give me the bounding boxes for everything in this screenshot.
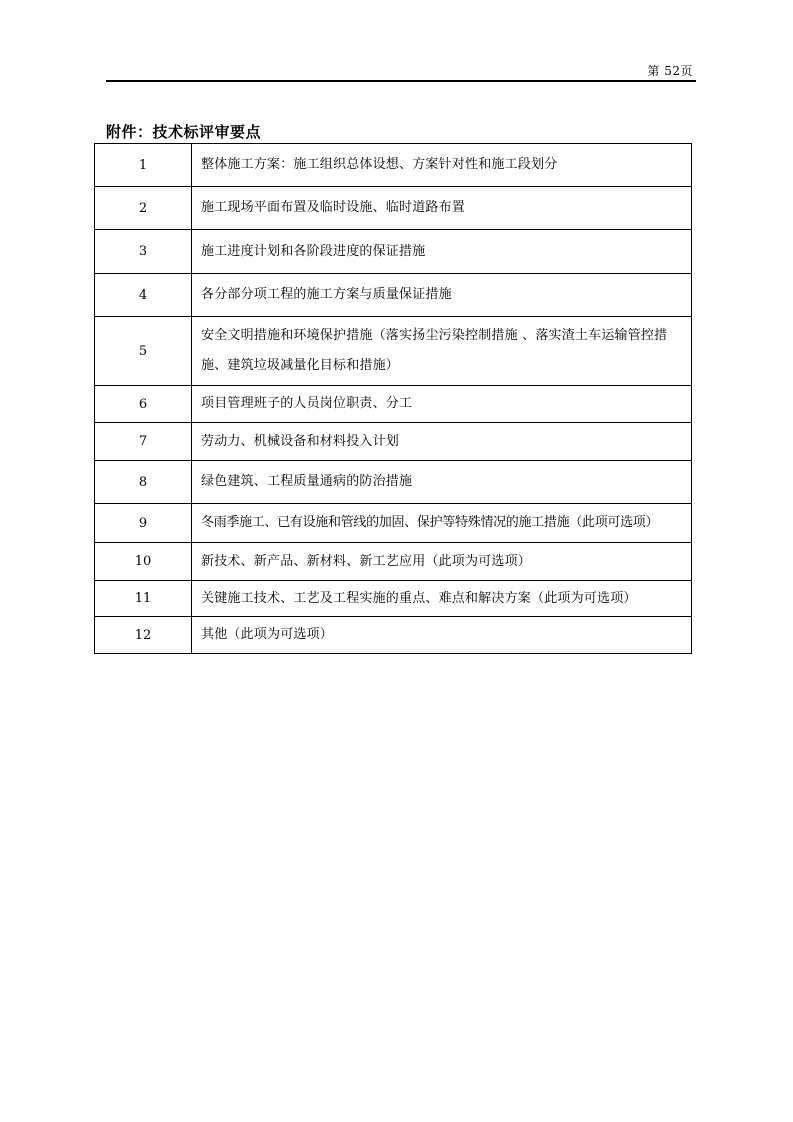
row-number: 3 [95, 230, 192, 274]
attachment-title: 附件：技术标评审要点 [106, 123, 262, 141]
row-text: 绿色建筑、工程质量通病的防治措施 [192, 461, 692, 504]
row-text: 安全文明措施和环境保护措施（落实扬尘污染控制措施 、落实渣土车运输管控措施、建筑垃圾减量化目标和措施） [192, 317, 692, 386]
table-row [95, 317, 692, 386]
table-row [95, 543, 692, 581]
page-number: 第 52页 [647, 64, 693, 78]
row-text: 施工进度计划和各阶段进度的保证措施 [192, 230, 692, 274]
row-number: 5 [95, 317, 192, 386]
row-number: 4 [95, 274, 192, 317]
table-row [95, 230, 692, 274]
table-row [95, 423, 692, 461]
row-text: 项目管理班子的人员岗位职责、分工 [192, 386, 692, 423]
row-text: 其他（此项为可选项） [192, 617, 692, 654]
row-number: 8 [95, 461, 192, 504]
table-row [95, 617, 692, 654]
review-points-table [94, 143, 692, 654]
row-number: 10 [95, 543, 192, 581]
table-row [95, 144, 692, 187]
row-text: 关键施工技术、工艺及工程实施的重点、难点和解决方案（此项为可选项） [192, 581, 692, 617]
table-row [95, 274, 692, 317]
row-number: 12 [95, 617, 192, 654]
row-number: 7 [95, 423, 192, 461]
table-row [95, 581, 692, 617]
row-number: 1 [95, 144, 192, 187]
table-row [95, 187, 692, 230]
table-row [95, 386, 692, 423]
table-row [95, 504, 692, 543]
row-text: 施工现场平面布置及临时设施、临时道路布置 [192, 187, 692, 230]
row-number: 11 [95, 581, 192, 617]
header-rule [106, 80, 696, 82]
row-text: 劳动力、机械设备和材料投入计划 [192, 423, 692, 461]
row-text: 冬雨季施工、已有设施和管线的加固、保护等特殊情况的施工措施（此项可选项） [192, 504, 692, 543]
row-text: 新技术、新产品、新材料、新工艺应用（此项为可选项） [192, 543, 692, 581]
row-number: 2 [95, 187, 192, 230]
table-row [95, 461, 692, 504]
row-text: 各分部分项工程的施工方案与质量保证措施 [192, 274, 692, 317]
row-number: 9 [95, 504, 192, 543]
row-text: 整体施工方案：施工组织总体设想、方案针对性和施工段划分 [192, 144, 692, 187]
row-number: 6 [95, 386, 192, 423]
